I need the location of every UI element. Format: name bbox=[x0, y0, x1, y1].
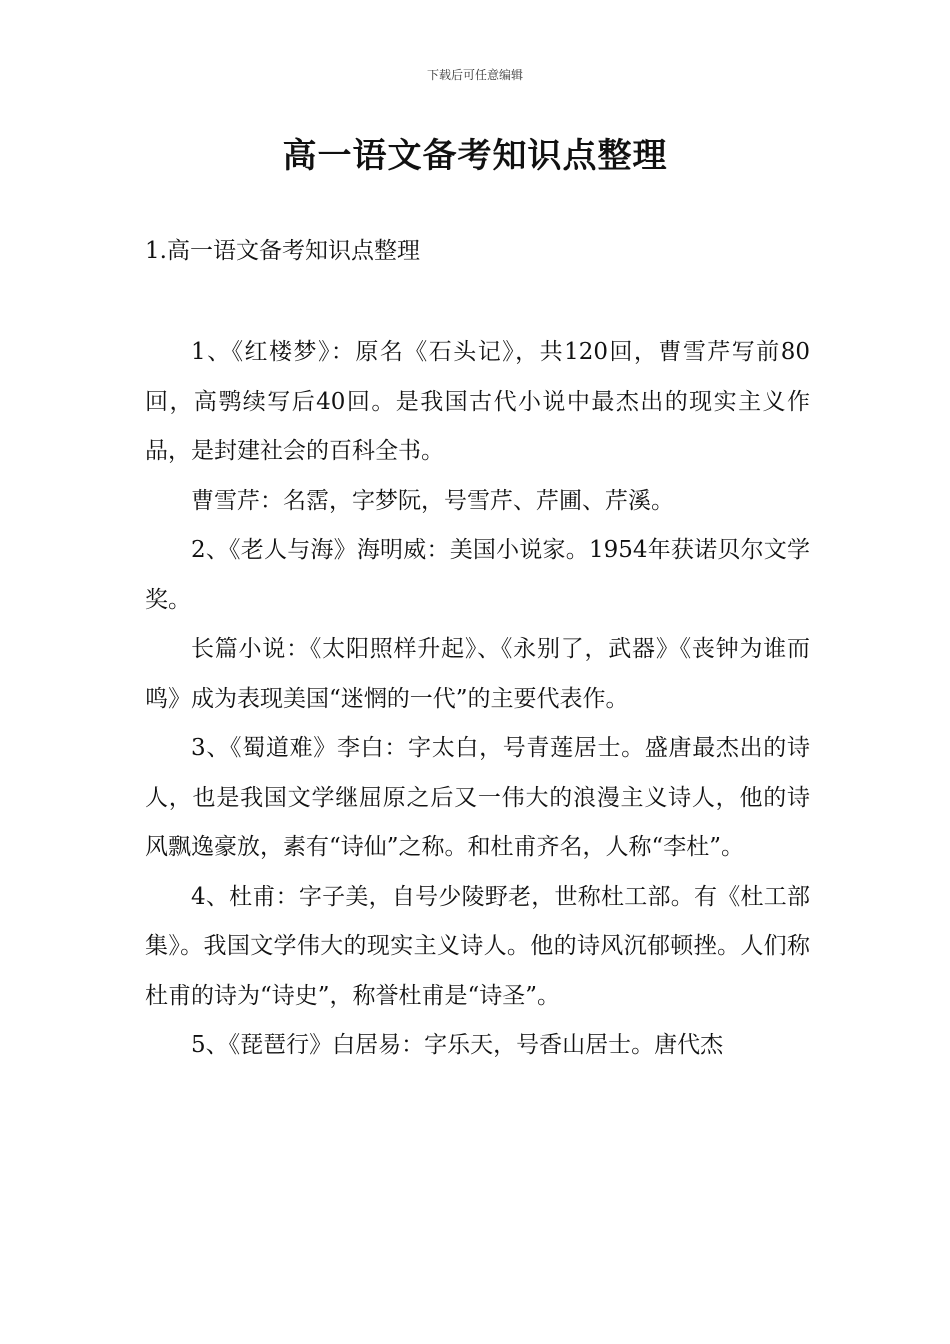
paragraph-hongloumeng: 1、《红楼梦》：原名《石头记》，共120回，曹雪芹写前80回，高鹗续写后40回。是我国古代小说中最杰出的现实主义作品，是封建社会的百科全书。 bbox=[145, 339, 810, 464]
page-title: 高一语文备考知识点整理 bbox=[282, 136, 668, 176]
paragraph-hemingway-novels: 长篇小说：《太阳照样升起》、《永别了，武器》《丧钟为谁而鸣》成为表现美国“迷惘的一代”的主要代表作。 bbox=[145, 636, 810, 712]
section-heading: 1.高一语文备考知识点整理 bbox=[145, 238, 420, 264]
paragraph-du-fu: 4、杜甫：字子美，自号少陵野老，世称杜工部。有《杜工部集》。我国文学伟大的现实主义诗人。他的诗风沉郁顿挫。人们称杜甫的诗为“诗史”，称誉杜甫是“诗圣”。 bbox=[145, 883, 810, 1009]
page-header-note: 下载后可任意编辑 bbox=[426, 68, 523, 82]
paragraph-cao-xueqin: 曹雪芹：名霑，字梦阮，号雪芹、芹圃、芹溪。 bbox=[191, 487, 674, 514]
paragraph-old-man-and-sea: 2、《老人与海》海明威：美国小说家。1954年获诺贝尔文学奖。 bbox=[145, 537, 810, 613]
paragraph-li-bai: 3、《蜀道难》李白：字太白，号青莲居士。盛唐最杰出的诗人，也是我国文学继屈原之后又一伟大的浪漫主义诗人，他的诗风飘逸豪放，素有“诗仙”之称。和杜甫齐名，人称“李杜”。 bbox=[145, 735, 810, 860]
document-body bbox=[145, 328, 810, 1071]
paragraph-bai-juyi: 5、《琵琶行》白居易：字乐天，号香山居士。唐代杰 bbox=[191, 1032, 724, 1058]
